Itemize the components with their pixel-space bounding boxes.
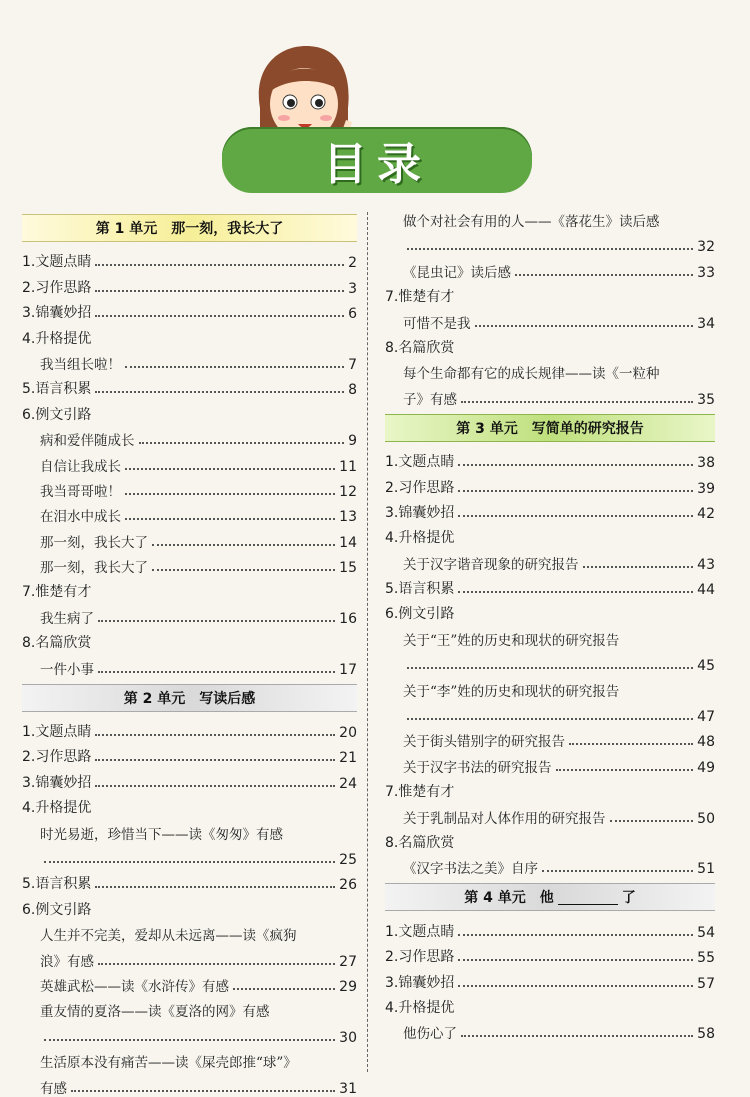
unit-4-header: 第 4 单元 他 了 bbox=[385, 883, 715, 911]
toc-entry-continuation[interactable]: 45 bbox=[385, 649, 715, 674]
section-heading: 7.惟楚有才 bbox=[385, 784, 455, 801]
toc-entry[interactable]: 关于街头错别字的研究报告 48 bbox=[403, 734, 715, 751]
section-heading: 8.名篇欣赏 bbox=[385, 339, 455, 356]
toc-entry[interactable]: 英雄武松——读《水浒传》有感 29 bbox=[40, 978, 357, 995]
toc-entry[interactable]: 3.锦囊妙招 6 bbox=[22, 305, 357, 323]
toc-entry[interactable]: 3.锦囊妙招 57 bbox=[385, 974, 715, 992]
right-column bbox=[385, 208, 715, 1042]
page-title: 目录 bbox=[323, 139, 431, 190]
header bbox=[0, 0, 750, 210]
section-heading: 6.例文引路 bbox=[385, 606, 455, 623]
section-heading: 4.升格提优 bbox=[22, 330, 92, 347]
toc-entry[interactable]: 3.锦囊妙招 42 bbox=[385, 504, 715, 522]
toc-entry[interactable]: 我生病了 16 bbox=[40, 610, 357, 627]
toc-entry-line[interactable]: 生活原本没有痛苦——读《屎壳郎推“球”》 bbox=[40, 1055, 297, 1072]
toc-entry[interactable]: 5.语言积累 26 bbox=[22, 876, 357, 894]
title-banner bbox=[222, 127, 532, 193]
section-heading: 8.名篇欣赏 bbox=[22, 635, 92, 652]
toc-entry-line[interactable]: 每个生命都有它的成长规律——读《一粒种 bbox=[403, 366, 660, 383]
section-heading: 6.例文引路 bbox=[22, 406, 92, 423]
toc-entry[interactable]: 1.文题点睛 38 bbox=[385, 454, 715, 472]
fill-in-blank bbox=[558, 890, 618, 905]
toc-entry[interactable]: 在泪水中成长 13 bbox=[40, 509, 357, 526]
unit-1-header: 第 1 单元 那一刻，我长大了 bbox=[22, 214, 357, 242]
toc-entry-line[interactable]: 时光易逝，珍惜当下——读《匆匆》有感 bbox=[40, 826, 283, 843]
toc-entry[interactable]: 1.文题点睛 20 bbox=[22, 724, 357, 742]
toc-entry[interactable]: 可惜不是我 34 bbox=[403, 315, 715, 332]
left-column bbox=[22, 208, 357, 1097]
toc-entry[interactable]: 那一刻，我长大了 15 bbox=[40, 560, 357, 577]
toc-entry[interactable]: 我当哥哥啦！ 12 bbox=[40, 483, 357, 500]
toc-entry-continuation[interactable]: 47 bbox=[385, 700, 715, 725]
toc-entry-continuation[interactable]: 子》有感 35 bbox=[403, 391, 715, 408]
toc-entry-continuation[interactable]: 有感 31 bbox=[40, 1080, 357, 1097]
section-heading: 4.升格提优 bbox=[22, 800, 92, 817]
unit-2-header: 第 2 单元 写读后感 bbox=[22, 684, 357, 712]
toc-entry[interactable]: 5.语言积累 8 bbox=[22, 381, 357, 399]
section-heading: 8.名篇欣赏 bbox=[385, 834, 455, 851]
toc-entry-continuation[interactable]: 32 bbox=[385, 230, 715, 255]
section-heading: 6.例文引路 bbox=[22, 901, 92, 918]
section-heading: 4.升格提优 bbox=[385, 530, 455, 547]
toc-entry[interactable]: 我当组长啦！ 7 bbox=[40, 356, 357, 373]
toc-entry[interactable]: 一件小事 17 bbox=[40, 661, 357, 678]
toc-entry[interactable]: 2.习作思路 55 bbox=[385, 949, 715, 967]
toc-entry-continuation[interactable]: 浪》有感 27 bbox=[40, 953, 357, 970]
toc-entry[interactable]: 1.文题点睛 2 bbox=[22, 254, 357, 272]
section-heading: 7.惟楚有才 bbox=[385, 289, 455, 306]
toc-entry[interactable]: 《昆虫记》读后感 33 bbox=[403, 264, 715, 281]
toc-entry[interactable]: 他伤心了 58 bbox=[403, 1026, 715, 1043]
toc-entry[interactable]: 关于乳制品对人体作用的研究报告 50 bbox=[403, 810, 715, 827]
toc-entry[interactable]: 1.文题点睛 54 bbox=[385, 923, 715, 941]
unit-3-header: 第 3 单元 写简单的研究报告 bbox=[385, 414, 715, 442]
toc-entry-line[interactable]: 关于“王”姓的历史和现状的研究报告 bbox=[403, 632, 620, 649]
column-divider bbox=[367, 212, 368, 1072]
toc-entry[interactable]: 5.语言积累 44 bbox=[385, 581, 715, 599]
toc-entry[interactable]: 《汉字书法之美》自序 51 bbox=[403, 861, 715, 878]
toc-entry[interactable]: 2.习作思路 21 bbox=[22, 749, 357, 767]
section-heading: 4.升格提优 bbox=[385, 999, 455, 1016]
toc-entry-line[interactable]: 做个对社会有用的人——《落花生》读后感 bbox=[403, 214, 660, 230]
toc-entry-line[interactable]: 重友情的夏洛——读《夏洛的网》有感 bbox=[40, 1004, 270, 1021]
toc-entry-line[interactable]: 关于“李”姓的历史和现状的研究报告 bbox=[403, 683, 620, 700]
toc-entry[interactable]: 关于汉字谐音现象的研究报告 43 bbox=[403, 556, 715, 573]
toc-entry-line[interactable]: 人生并不完美，爱却从未远离——读《疯狗 bbox=[40, 928, 297, 945]
toc-entry[interactable]: 病和爱伴随成长 9 bbox=[40, 433, 357, 450]
toc-entry-continuation[interactable]: 25 bbox=[22, 843, 357, 868]
toc-entry[interactable]: 那一刻，我长大了 14 bbox=[40, 534, 357, 551]
toc-entry-continuation[interactable]: 30 bbox=[22, 1020, 357, 1045]
toc-entry[interactable]: 2.习作思路 3 bbox=[22, 279, 357, 297]
section-heading: 7.惟楚有才 bbox=[22, 584, 92, 601]
toc-entry[interactable]: 关于汉字书法的研究报告 49 bbox=[403, 759, 715, 776]
toc-entry[interactable]: 自信让我成长 11 bbox=[40, 458, 357, 475]
toc-entry[interactable]: 2.习作思路 39 bbox=[385, 479, 715, 497]
toc-entry[interactable]: 3.锦囊妙招 24 bbox=[22, 774, 357, 792]
